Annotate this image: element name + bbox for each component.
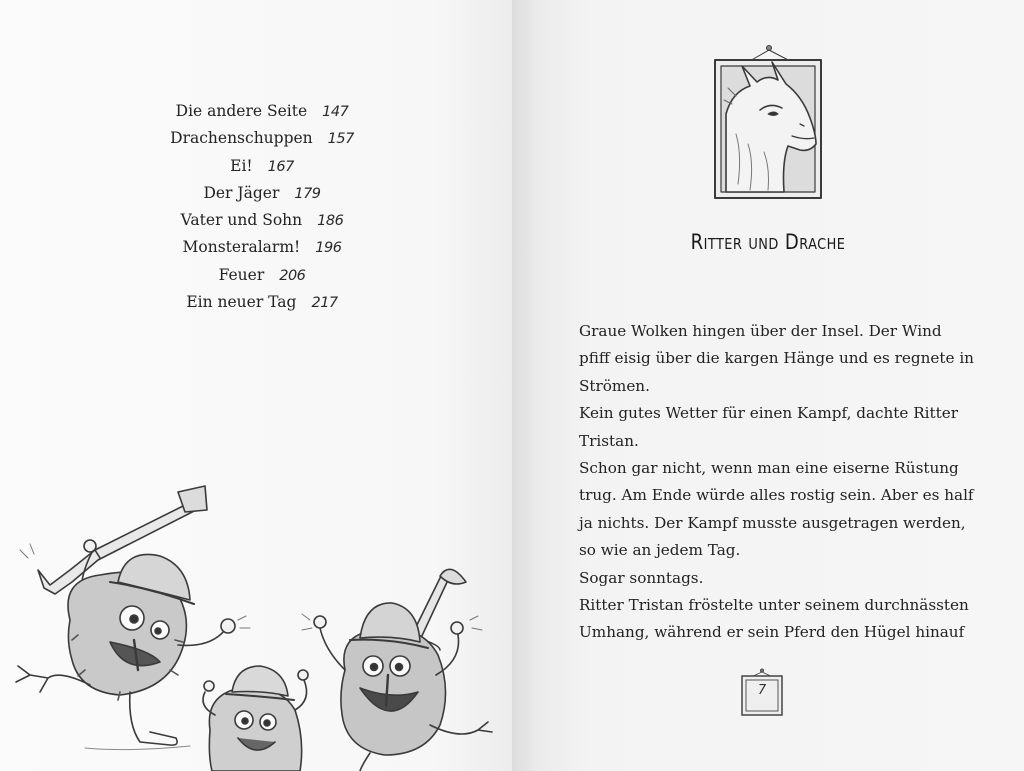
monster-small-middle xyxy=(203,666,308,771)
dragon-portrait-illustration xyxy=(712,44,826,204)
text-line: pfiff eisig über die kargen Hänge und es regnete in xyxy=(579,349,974,368)
toc-entry-page: 157 xyxy=(327,131,354,148)
toc-entry-page: 196 xyxy=(315,240,342,257)
monster-right-horn xyxy=(314,569,492,771)
toc-entry-page: 179 xyxy=(294,185,321,202)
toc-entry-title: Ei! xyxy=(230,156,253,175)
toc-entry xyxy=(0,98,524,125)
toc-entry xyxy=(0,180,524,207)
page-number: 7 xyxy=(757,683,767,698)
text-line: Sogar sonntags. xyxy=(579,568,704,587)
toc-entry xyxy=(0,153,524,180)
toc-entry-title: Die andere Seite xyxy=(175,102,308,120)
page-number-frame xyxy=(741,668,783,716)
toc-entry xyxy=(0,234,524,261)
text-line: Graue Wolken hingen über der Insel. Der Wind xyxy=(579,322,942,340)
toc-entry xyxy=(0,289,524,316)
toc-entry-page: 167 xyxy=(267,158,294,175)
chapter-body-text xyxy=(579,318,974,647)
toc-entry-page: 206 xyxy=(279,267,306,284)
toc-entry-page: 147 xyxy=(322,104,349,120)
text-line: Ritter Tristan fröstelte unter seinem durchnässten xyxy=(579,596,969,615)
chapter-title: Ritter und Drache xyxy=(690,230,846,254)
text-line: ja nichts. Der Kampf musste ausgetragen werden, xyxy=(579,513,966,532)
text-line: Umhang, während er sein Pferd den Hügel hinauf xyxy=(579,623,965,642)
text-line: Strömen. xyxy=(579,376,650,395)
toc-entry xyxy=(0,125,524,152)
right-page xyxy=(512,0,1024,771)
monsters-illustration xyxy=(0,470,512,771)
toc-entry-page: 186 xyxy=(317,213,344,230)
text-line: Schon gar nicht, wenn man eine eiserne Rüstung xyxy=(579,459,959,478)
toc-entry-title: Vater und Sohn xyxy=(180,211,303,230)
toc-entry-title: Monsteralarm! xyxy=(182,238,301,257)
toc-entry-page: 217 xyxy=(311,295,338,312)
text-line: trug. Am Ende würde alles rostig sein. Aber es half xyxy=(579,486,974,505)
table-of-contents xyxy=(0,98,524,316)
toc-entry xyxy=(0,262,524,289)
toc-entry-title: Der Jäger xyxy=(203,183,280,202)
toc-entry-title: Drachenschuppen xyxy=(170,129,313,148)
monster-big-left xyxy=(16,486,235,745)
text-line: Tristan. xyxy=(579,431,639,450)
toc-entry xyxy=(0,207,524,234)
text-line: Kein gutes Wetter für einen Kampf, dachte Ritter xyxy=(579,404,958,423)
toc-entry-title: Feuer xyxy=(218,265,265,284)
toc-entry-title: Ein neuer Tag xyxy=(186,293,297,312)
text-line: so wie an jedem Tag. xyxy=(579,541,741,560)
